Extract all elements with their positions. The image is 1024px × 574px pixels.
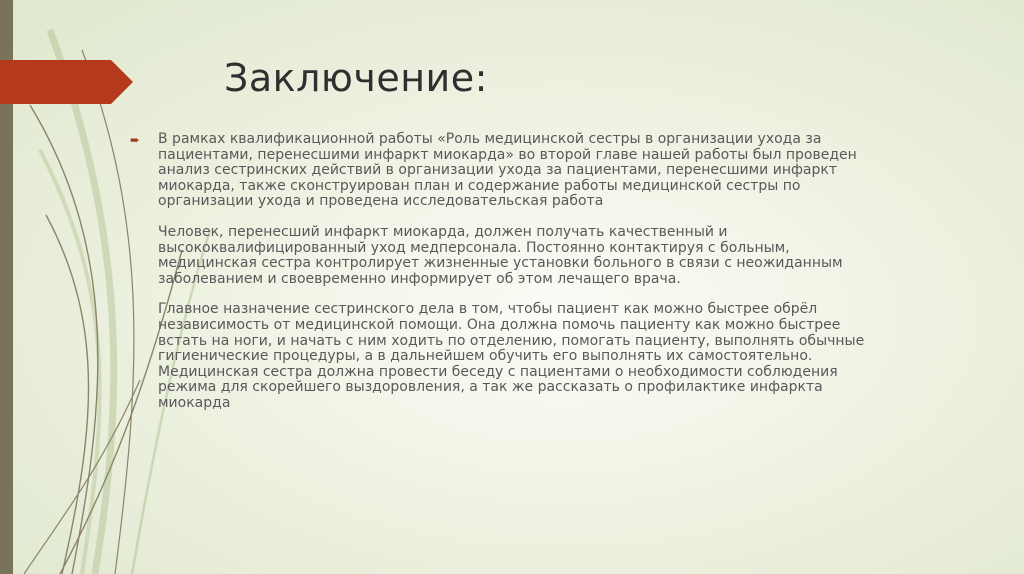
paragraph-2-text: Человек, перенесший инфаркт миокарда, должен получать качественный и высококвалифицированный уход медперсонала. Постоянно контактируя с больным, медицинская сестра контролирует жизненные установки больного в связи с неожиданным заболеванием и своевременно информирует об этом лечащего врача.: [158, 223, 843, 287]
paragraph-3: [158, 302, 870, 411]
slide-title: Заключение:: [224, 56, 488, 100]
title-accent-flag: [0, 60, 133, 104]
arrow-right-icon: ➨: [130, 133, 141, 147]
slide-body: [130, 131, 870, 427]
paragraph-1: [130, 131, 870, 210]
paragraph-3-text: Главное назначение сестринского дела в том, чтобы пациент как можно быстрее обрёл независимость от медицинской помощи. Она должна помочь пациенту как можно быстрее встать на ноги, и начать с ним ходить по отделению, помогать пациенту, выполнять обычные гигиенические процедуры, а в дальнейшем обучить его выполнять их самостоятельно. Медицинская сестра должна провести беседу с пациентами о необходимости соблюдения режима для скорейшего выздоровления, а так же рассказать о профилактике инфаркта миокарда: [158, 301, 865, 411]
paragraph-1-text: В рамках квалификационной работы «Роль медицинской сестры в организации ухода за пациентами, перенесшими инфаркт миокарда» во второй главе нашей работы был проведен анализ сестринских действий в организации ухода за пациентами, перенесшими инфаркт миокарда, также сконструирован план и содержание работы медицинской сестры по организации ухода и проведена исследовательская работа: [158, 131, 857, 210]
paragraph-2: [158, 225, 870, 287]
